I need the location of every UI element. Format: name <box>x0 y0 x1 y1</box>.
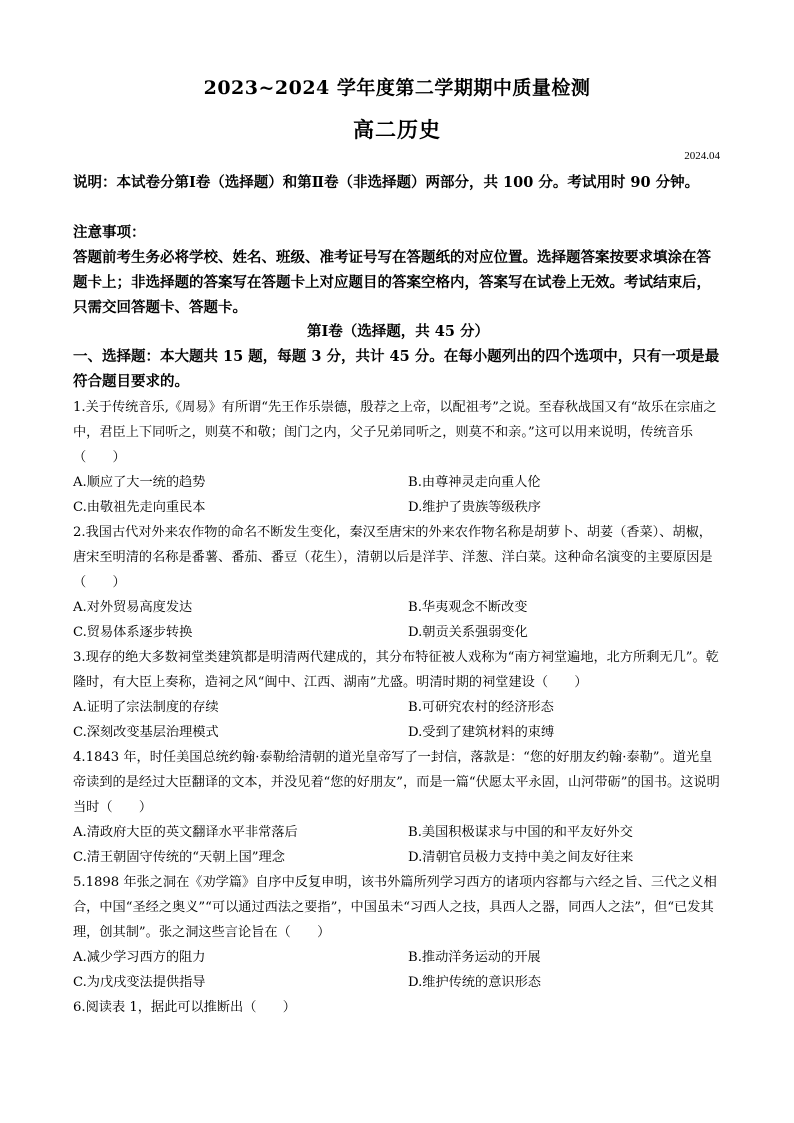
question-4-option-b: B.美国积极谋求与中国的和平友好外交 <box>408 825 633 840</box>
question-1-option-b: B.由尊神灵走向重人伦 <box>408 475 541 490</box>
section-title: 第Ⅰ卷（选择题，共 45 分） <box>306 323 490 340</box>
question-2-option-b: B.华夷观念不断改变 <box>408 600 528 615</box>
question-3-options <box>73 695 723 745</box>
question-5-option-d: D.维护传统的意识形态 <box>408 975 541 990</box>
question-5-option-c: C.为戊戌变法提供指导 <box>73 975 206 990</box>
notice-body: 答题前考生务必将学校、姓名、班级、准考证号写在答题纸的对应位置。选择题答案按要求填涂在答题卡上；非选择题的答案写在答题卡上对应题目的答案空格内，答案写在试卷上无效。考试结束后，只需交回答题卡、答题卡。 <box>73 249 711 316</box>
question-1-stem: 1.关于传统音乐,《周易》有所谓“先王作乐崇德，殷荐之上帝，以配祖考”之说。至春秋战国又有“故乐在宗庙之中，君臣上下同听之，则莫不和敬；闺门之内，父子兄弟同听之，则莫不和亲。”这可以用来说明，传统音乐（ ） <box>73 400 717 465</box>
question-2-option-a: A.对外贸易高度发达 <box>73 600 193 615</box>
exam-title: 2023~2024 学年度第二学期期中质量检测 <box>203 77 591 99</box>
question-3-option-c: C.深刻改变基层治理模式 <box>73 725 219 740</box>
question-2-option-c: C.贸易体系逐步转换 <box>73 625 193 640</box>
exam-date: 2024.04 <box>684 150 720 162</box>
question-3-option-a: A.证明了宗法制度的存续 <box>73 700 219 715</box>
question-3-stem: 3.现存的绝大多数祠堂类建筑都是明清两代建成的，其分布特征被人戏称为“南方祠堂遍地，北方所剩无几”。乾隆时，有大臣上奏称，造祠之风“闽中、江西、湖南”尤盛。明清时期的祠堂建设（ ） <box>73 650 719 690</box>
question-2-stem: 2.我国古代对外来农作物的命名不断发生变化，秦汉至唐宋的外来农作物名称是胡萝卜、胡荽（香菜）、胡椒，唐宋至明清的名称是番薯、番茄、番豆（花生），清朝以后是洋芋、洋葱、洋白菜。这种命名演变的主要原因是（ ） <box>73 525 713 590</box>
question-1-option-d: D.维护了贵族等级秩序 <box>408 500 541 515</box>
question-5-stem: 5.1898 年张之洞在《劝学篇》自序中反复申明，该书外篇所列学习西方的诸项内容都与六经之旨、三代之义相合，中国“圣经之奥义”“可以通过西法之要指”，中国虽未“习西人之技，具西人之器，同西人之法”，但“已发其理，创其制”。张之洞这些言论旨在（ ） <box>73 875 717 940</box>
question-4-stem: 4.1843 年，时任美国总统约翰·泰勒给清朝的道光皇帝写了一封信，落款是：“您的好朋友约翰·泰勒”。道光皇帝读到的是经过大臣翻译的文本，并没见着“您的好朋友”，而是一篇“伏愿太平永固，山河带砺”的国书。这说明当时（ ） <box>73 750 720 815</box>
section-heading: 一、选择题：本大题共 15 题，每题 3 分，共计 45 分。在每小题列出的四个选项中，只有一项是最符合题目要求的。 <box>73 348 720 390</box>
question-2-option-d: D.朝贡关系强弱变化 <box>408 625 528 640</box>
question-4-option-c: C.清王朝固守传统的“天朝上国”理念 <box>73 850 285 865</box>
exam-note: 说明：本试卷分第Ⅰ卷（选择题）和第Ⅱ卷（非选择题）两部分，共 100 分。考试用时 90 分钟。 <box>73 174 700 191</box>
question-6-stem: 6.阅读表 1，据此可以推断出（ ） <box>73 1000 296 1015</box>
question-3-option-d: D.受到了建筑材料的束缚 <box>408 725 555 740</box>
question-3-option-b: B.可研究农村的经济形态 <box>408 700 554 715</box>
question-1-option-c: C.由敬祖先走向重民本 <box>73 500 206 515</box>
question-2-options <box>73 595 723 645</box>
question-5-option-b: B.推动洋务运动的开展 <box>408 950 541 965</box>
question-5-options <box>73 945 723 995</box>
question-5-option-a: A.减少学习西方的阻力 <box>73 950 206 965</box>
exam-subject: 高二历史 <box>353 117 441 142</box>
question-1-option-a: A.顺应了大一统的趋势 <box>73 475 206 490</box>
question-1-options <box>73 470 723 520</box>
question-4-option-d: D.清朝官员极力支持中美之间友好往来 <box>408 850 634 865</box>
question-4-option-a: A.清政府大臣的英文翻译水平非常落后 <box>73 825 298 840</box>
notice-title: 注意事项： <box>73 224 146 241</box>
question-4-options <box>73 820 723 870</box>
